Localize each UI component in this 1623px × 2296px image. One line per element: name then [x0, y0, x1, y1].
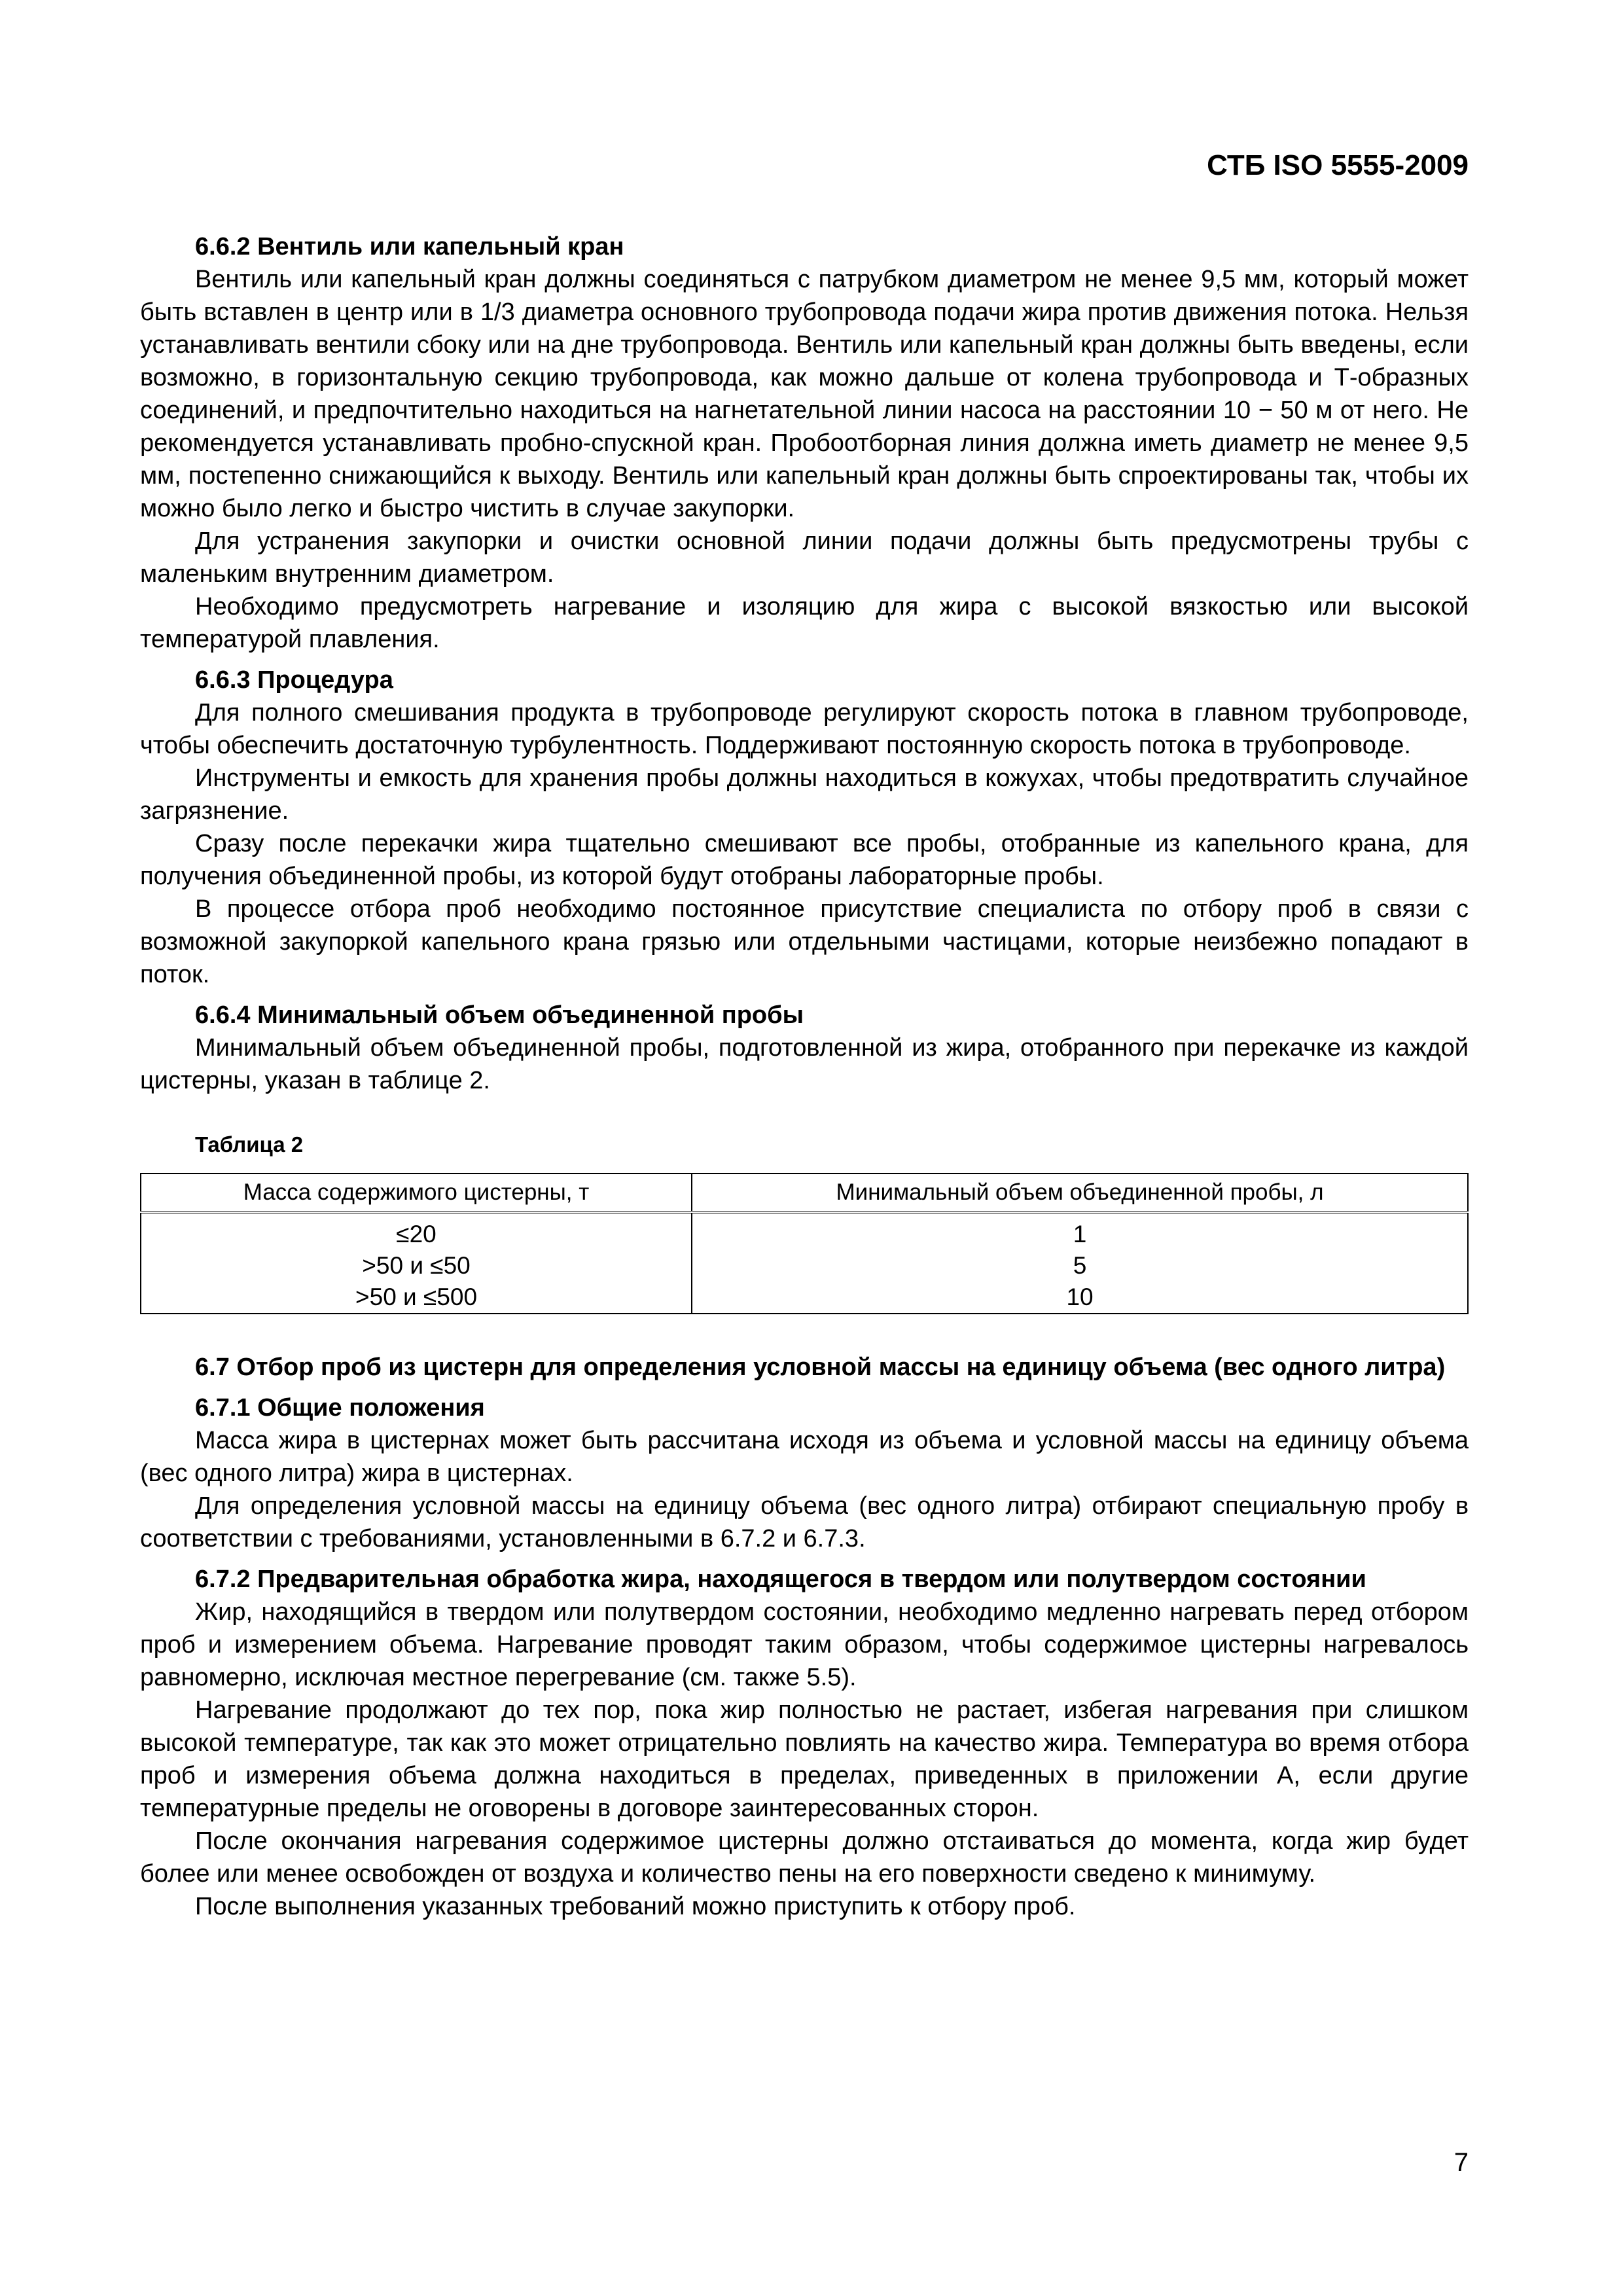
section-heading-6-7-1: 6.7.1 Общие положения [195, 1394, 485, 1422]
paragraph: В процессе отбора проб необходимо постоянное присутствие специалиста по отбору проб в связи с возможной закупоркой капельного крана грязью или отдельными частицами, которые неизбежно попадают в поток. [140, 895, 1469, 988]
section-heading-6-6-4: 6.6.4 Минимальный объем объединенной пробы [195, 1001, 804, 1029]
paragraph: Минимальный объем объединенной пробы, подготовленной из жира, отобранного при перекачке из каждой цистерны, указан в таблице 2. [140, 1034, 1469, 1094]
paragraph: Необходимо предусмотреть нагревание и изоляцию для жира с высокой вязкостью или высокой температурой плавления. [140, 593, 1469, 653]
paragraph: Сразу после перекачки жира тщательно смешивают все пробы, отобранные из капельного крана, для получения объединенной пробы, из которой будут отобраны лабораторные пробы. [140, 830, 1469, 890]
table-row [141, 1212, 1468, 1250]
paragraph: После выполнения указанных требований можно приступить к отбору проб. [195, 1893, 1076, 1920]
table-2 [140, 1173, 1469, 1314]
table-row [141, 1250, 1468, 1282]
section-heading-6-6-3: 6.6.3 Процедура [195, 666, 393, 694]
paragraph: Жир, находящийся в твердом или полутвердом состоянии, необходимо медленно нагревать перед отбором проб и измерением объема. Нагревание проводят таким образом, чтобы содержимое цистерны нагревалось равномерно, исключая местное перегревание (см. также 5.5). [140, 1598, 1469, 1691]
paragraph: Для определения условной массы на единицу объема (вес одного литра) отбирают специальную пробу в соответствии с требованиями, установленными в 6.7.2 и 6.7.3. [140, 1492, 1469, 1552]
paragraph: Для полного смешивания продукта в трубопроводе регулируют скорость потока в главном трубопроводе, чтобы обеспечить достаточную турбулентность. Поддерживают постоянную скорость потока в трубопроводе. [140, 699, 1469, 759]
paragraph: Масса жира в цистернах может быть рассчитана исходя из объема и условной массы на единицу объема (вес одного литра) жира в цистернах. [140, 1427, 1469, 1487]
table-header-mass: Масса содержимого цистерны, т [141, 1174, 692, 1212]
table-cell-volume: 1 [692, 1212, 1468, 1250]
paragraph: После окончания нагревания содержимое цистерны должно отстаиваться до момента, когда жир будет более или менее освобожден от воздуха и количество пены на его поверхности сведено к минимуму. [140, 1827, 1469, 1888]
table-cell-volume: 5 [692, 1250, 1468, 1282]
table-cell-mass: >50 и ≤50 [141, 1250, 692, 1282]
table-cell-mass: >50 и ≤500 [141, 1282, 692, 1314]
table-cell-mass: ≤20 [141, 1212, 692, 1250]
paragraph: Вентиль или капельный кран должны соединяться с патрубком диаметром не менее 9,5 мм, который может быть вставлен в центр или в 1/3 диаметра основного трубопровода подачи жира против движения потока. Нельзя устанавливать вентили сбоку или на дне трубопровода. Вентиль или капельный кран должны быть введены, если возможно, в горизонтальную секцию трубопровода, как можно дальше от колена трубопровода и Т-образных соединений, и предпочтительно находиться на нагнетательной линии насоса на расстоянии 10 − 50 м от него. Не рекомендуется устанавливать пробно-спускной кран. Пробоотборная линия должна иметь диаметр не менее 9,5 мм, постепенно снижающийся к выходу. Вентиль или капельный кран должны быть спроектированы так, чтобы их можно было легко и быстро чистить в случае закупорки. [140, 266, 1469, 522]
section-heading-6-7: 6.7 Отбор проб из цистерн для определения условной массы на единицу объема (вес одного литра) [195, 1354, 1446, 1381]
table-row [141, 1282, 1468, 1314]
paragraph: Нагревание продолжают до тех пор, пока жир полностью не растает, избегая нагревания при слишком высокой температуре, так как это может отрицательно повлиять на качество жира. Температура во время отбора проб и измерения объема должна находиться в пределах, приведенных в приложении А, если другие температурные пределы не оговорены в договоре заинтересованных сторон. [140, 1696, 1469, 1822]
table-header-volume: Минимальный объем объединенной пробы, л [692, 1174, 1468, 1212]
page-content [140, 230, 1469, 1923]
table-cell-volume: 10 [692, 1282, 1468, 1314]
paragraph: Инструменты и емкость для хранения пробы должны находиться в кожухах, чтобы предотвратить случайное загрязнение. [140, 764, 1469, 825]
document-code: СТБ ISO 5555-2009 [1207, 149, 1469, 181]
section-heading-6-7-2: 6.7.2 Предварительная обработка жира, находящегося в твердом или полутвердом состоянии [195, 1566, 1366, 1593]
section-heading-6-6-2: 6.6.2 Вентиль или капельный кран [195, 233, 624, 260]
paragraph: Для устранения закупорки и очистки основной линии подачи должны быть предусмотрены трубы с маленьким внутренним диаметром. [140, 528, 1469, 588]
table-caption: Таблица 2 [195, 1132, 304, 1157]
page-number: 7 [1454, 2148, 1469, 2177]
